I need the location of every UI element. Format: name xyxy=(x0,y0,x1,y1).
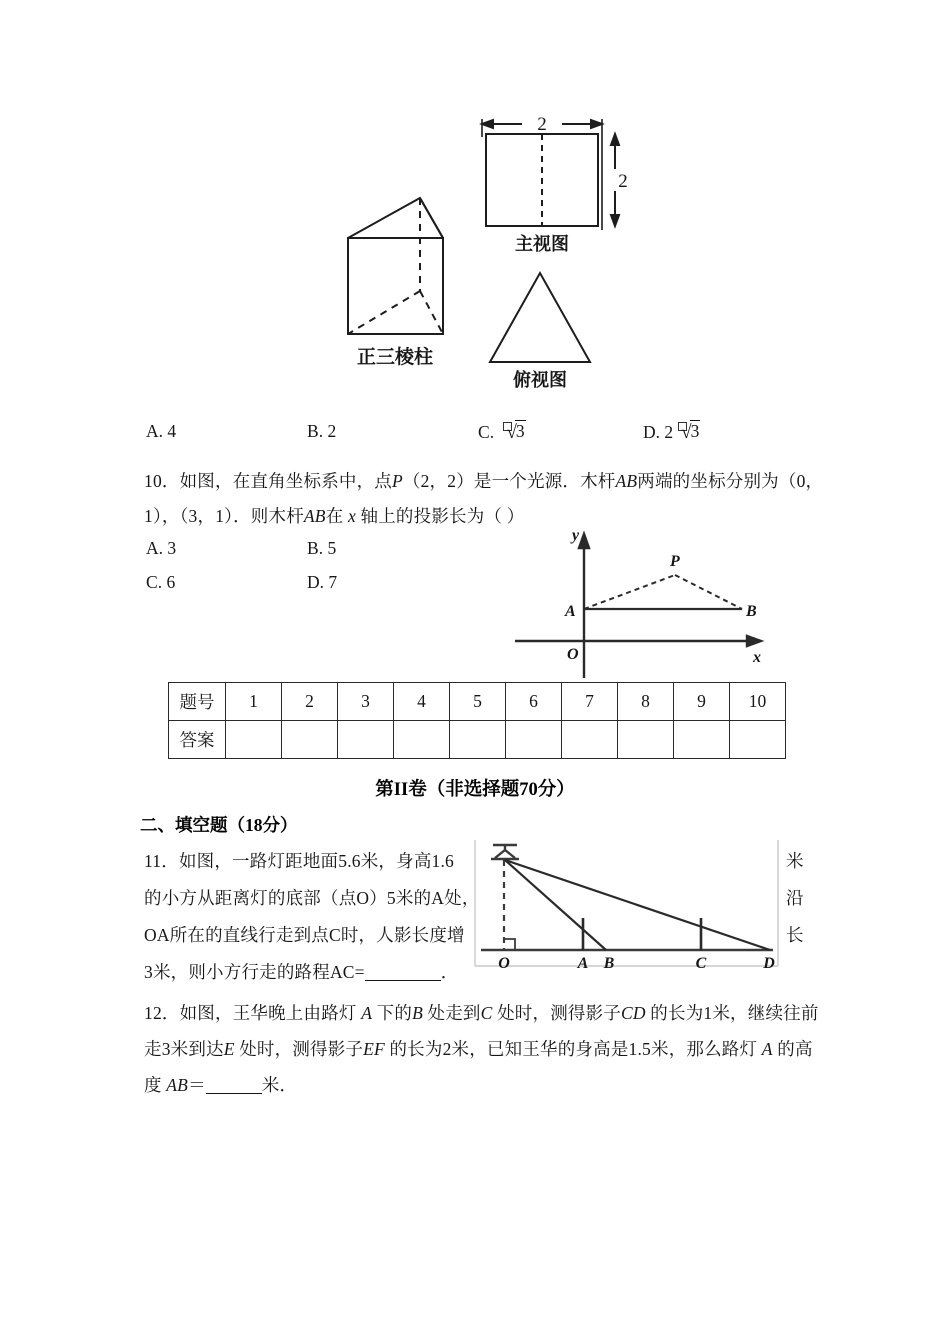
q12-line1-p2: 处走到 xyxy=(427,1003,481,1023)
table-row-answers xyxy=(169,721,786,759)
q12-line1-p3: 处时，测得影子 xyxy=(497,1003,621,1023)
q11-answer-blank[interactable] xyxy=(365,980,441,981)
point-b-label: B xyxy=(746,603,757,620)
q10-option-b-sep: . xyxy=(318,538,324,558)
q9-option-c-sep: . xyxy=(489,422,495,442)
q12-line3-p2: 米． xyxy=(261,1075,298,1095)
q10-option-a-letter: A xyxy=(146,538,159,558)
question-no-cell: 5 xyxy=(450,683,506,721)
answer-cell[interactable] xyxy=(226,721,282,759)
front-view-height-dimension: 2 xyxy=(618,171,628,192)
q9-option-d-radicand: 3 xyxy=(690,421,700,441)
figure-coordinate-plane xyxy=(515,528,765,678)
top-view-label: 俯视图 xyxy=(513,370,567,390)
q9-option-b-sep: . xyxy=(318,421,324,441)
volume-two-title-text: 第II卷（非选择题70分） xyxy=(375,780,575,800)
q12-point-c: C xyxy=(480,1003,493,1023)
q9-option-a-letter: A xyxy=(146,421,159,441)
q9-option-d-letter: D xyxy=(643,422,656,442)
q12-line1-p4: 的长为1米，继续往前 xyxy=(650,1003,819,1023)
q10-option-c[interactable] xyxy=(146,572,175,593)
q10-segment-ab: AB xyxy=(615,471,638,491)
q12-line1-p0: 12．如图，王华晚上由路灯 xyxy=(144,1003,357,1023)
prism-solid-label: 正三棱柱 xyxy=(356,347,434,368)
answer-cell[interactable] xyxy=(394,721,450,759)
q12-shadow-ef: EF xyxy=(363,1039,385,1059)
q12-shadow-cd: CD xyxy=(621,1003,646,1023)
q11-line2-text: 的小方从距离灯的底部（点O）5米的A处， xyxy=(144,888,480,908)
question-no-cell: 3 xyxy=(338,683,394,721)
lamp-point-label-d: D xyxy=(763,955,775,972)
q10-line2-mid: 在 xyxy=(325,506,344,526)
lamp-point-label-c: C xyxy=(695,955,707,972)
q10-option-c-letter: C xyxy=(146,572,158,592)
q12-line-2 xyxy=(144,1033,813,1066)
answer-grid xyxy=(168,682,786,759)
y-axis-label: y xyxy=(572,528,580,544)
q9-option-d[interactable] xyxy=(643,421,700,444)
q9-option-a-value: 4 xyxy=(167,421,177,441)
answer-cell[interactable] xyxy=(338,721,394,759)
q12-line3-p1: ＝ xyxy=(188,1075,206,1095)
question-no-cell: 2 xyxy=(282,683,338,721)
q11-line-3 xyxy=(144,919,465,952)
q9-option-b[interactable] xyxy=(307,421,336,442)
question-no-cell: 6 xyxy=(506,683,562,721)
question-no-cell: 9 xyxy=(674,683,730,721)
q10-option-d-letter: D xyxy=(307,572,320,592)
answer-cell[interactable] xyxy=(282,721,338,759)
q10-option-a-sep: . xyxy=(158,538,164,558)
q10-line1-coords: （2，2）是一个光源．木杆 xyxy=(402,471,616,491)
q12-answer-blank[interactable] xyxy=(206,1093,262,1094)
q10-option-d-value: 7 xyxy=(328,572,338,592)
q9-option-a-sep: . xyxy=(158,421,164,441)
q11-line4-post: ． xyxy=(440,962,459,982)
q9-option-a[interactable] xyxy=(146,421,176,442)
q10-option-d[interactable] xyxy=(307,572,337,593)
q10-option-b-value: 5 xyxy=(327,538,337,558)
answer-cell[interactable] xyxy=(450,721,506,759)
answer-cell[interactable] xyxy=(674,721,730,759)
q10-option-b[interactable] xyxy=(307,538,336,559)
q10-point-p: P xyxy=(392,471,403,491)
q11-wrap-char-2: 沿 xyxy=(786,888,804,908)
q11-line-4 xyxy=(144,956,458,989)
q10-line1-head: 10．如图，在直角坐标系中，点 xyxy=(144,471,392,491)
q10-option-b-letter: B xyxy=(307,538,319,558)
q12-lamp-a-2: A xyxy=(761,1039,773,1059)
q12-point-b: B xyxy=(412,1003,423,1023)
question-no-cell: 8 xyxy=(618,683,674,721)
answer-cell[interactable] xyxy=(506,721,562,759)
q10-option-a-value: 3 xyxy=(167,538,177,558)
origin-label: O xyxy=(567,646,579,663)
q11-line3-text: OA所在的直线行走到点C时，人影长度增 xyxy=(144,925,465,945)
front-view-width-dimension: 2 xyxy=(537,114,547,135)
q9-option-c[interactable] xyxy=(478,421,526,444)
q12-line2-p0: 走3米到达 xyxy=(144,1039,224,1059)
lamp-point-label-a: A xyxy=(577,955,589,972)
point-a-label: A xyxy=(565,603,576,620)
q9-option-b-value: 2 xyxy=(327,421,337,441)
point-p-label: P xyxy=(670,553,680,570)
answer-cell[interactable] xyxy=(618,721,674,759)
q9-option-c-radicand: 3 xyxy=(515,421,525,441)
q11-line-1 xyxy=(144,845,454,878)
row-header-answer: 答案 xyxy=(169,721,226,759)
front-view-label: 主视图 xyxy=(515,234,569,254)
q9-option-d-sep: . xyxy=(655,422,661,442)
q11-line1-text: 11．如图，一路灯距地面5.6米，身高1.6 xyxy=(144,851,454,871)
section-two-title xyxy=(140,812,298,837)
q11-wrap-char-3: 长 xyxy=(786,925,804,945)
lamp-base-label-o: O xyxy=(498,955,510,972)
q11-wrap-char-1: 米 xyxy=(786,851,804,871)
q10-line-2 xyxy=(144,500,524,533)
q10-line1-tail: 两端的坐标分别为（0， xyxy=(637,471,824,491)
question-no-cell: 1 xyxy=(226,683,282,721)
q12-segment-ab: AB xyxy=(166,1075,189,1095)
cube-root-icon xyxy=(673,421,700,444)
x-axis-label: x xyxy=(753,649,761,666)
radical-symbol: √ xyxy=(681,422,692,443)
lamp-point-label-b: B xyxy=(603,955,615,972)
q10-x-axis-symbol: x xyxy=(347,506,356,526)
q12-line2-p3: 的高 xyxy=(777,1039,813,1059)
q9-option-c-letter: C xyxy=(478,422,490,442)
table-row-question-numbers xyxy=(169,683,786,721)
section-two-title-text: 二、填空题（18分） xyxy=(140,815,298,835)
q10-line2-head: 1），（3，1）．则木杆 xyxy=(144,506,304,526)
q12-line-1 xyxy=(144,997,819,1030)
q12-line3-p0: 度 xyxy=(144,1075,162,1095)
question-no-cell: 10 xyxy=(730,683,786,721)
q9-option-d-coefficient: 2 xyxy=(664,422,674,442)
volume-two-title xyxy=(0,775,950,801)
question-no-cell: 4 xyxy=(394,683,450,721)
answer-cell[interactable] xyxy=(730,721,786,759)
figure-street-lamp-shadow xyxy=(473,838,808,973)
question-no-cell: 7 xyxy=(562,683,618,721)
q11-line4-pre: 3米，则小方行走的路程AC= xyxy=(144,962,365,982)
q10-option-c-value: 6 xyxy=(166,572,176,592)
cube-root-icon xyxy=(498,421,525,444)
radical-symbol: √ xyxy=(506,422,517,443)
q10-option-c-sep: . xyxy=(157,572,163,592)
q12-lamp-a: A xyxy=(361,1003,373,1023)
q10-option-d-sep: . xyxy=(319,572,325,592)
q11-line-2 xyxy=(144,882,480,915)
q10-segment-ab-2: AB xyxy=(303,506,326,526)
q9-option-b-letter: B xyxy=(307,421,319,441)
q10-line2-tail: 轴上的投影长为（ ） xyxy=(360,506,525,526)
q10-option-a[interactable] xyxy=(146,538,176,559)
q12-line-3 xyxy=(144,1069,297,1102)
q10-line-1 xyxy=(144,465,823,498)
q12-line1-p1: 下的 xyxy=(376,1003,413,1023)
q12-line2-p2: 的长为2米，已知王华的身高是1.5米，那么路灯 xyxy=(389,1039,758,1059)
row-header-question-no: 题号 xyxy=(169,683,226,721)
q12-point-e: E xyxy=(223,1039,235,1059)
q12-line2-p1: 处时，测得影子 xyxy=(239,1039,364,1059)
figure-triangular-prism xyxy=(330,95,630,395)
answer-cell[interactable] xyxy=(562,721,618,759)
